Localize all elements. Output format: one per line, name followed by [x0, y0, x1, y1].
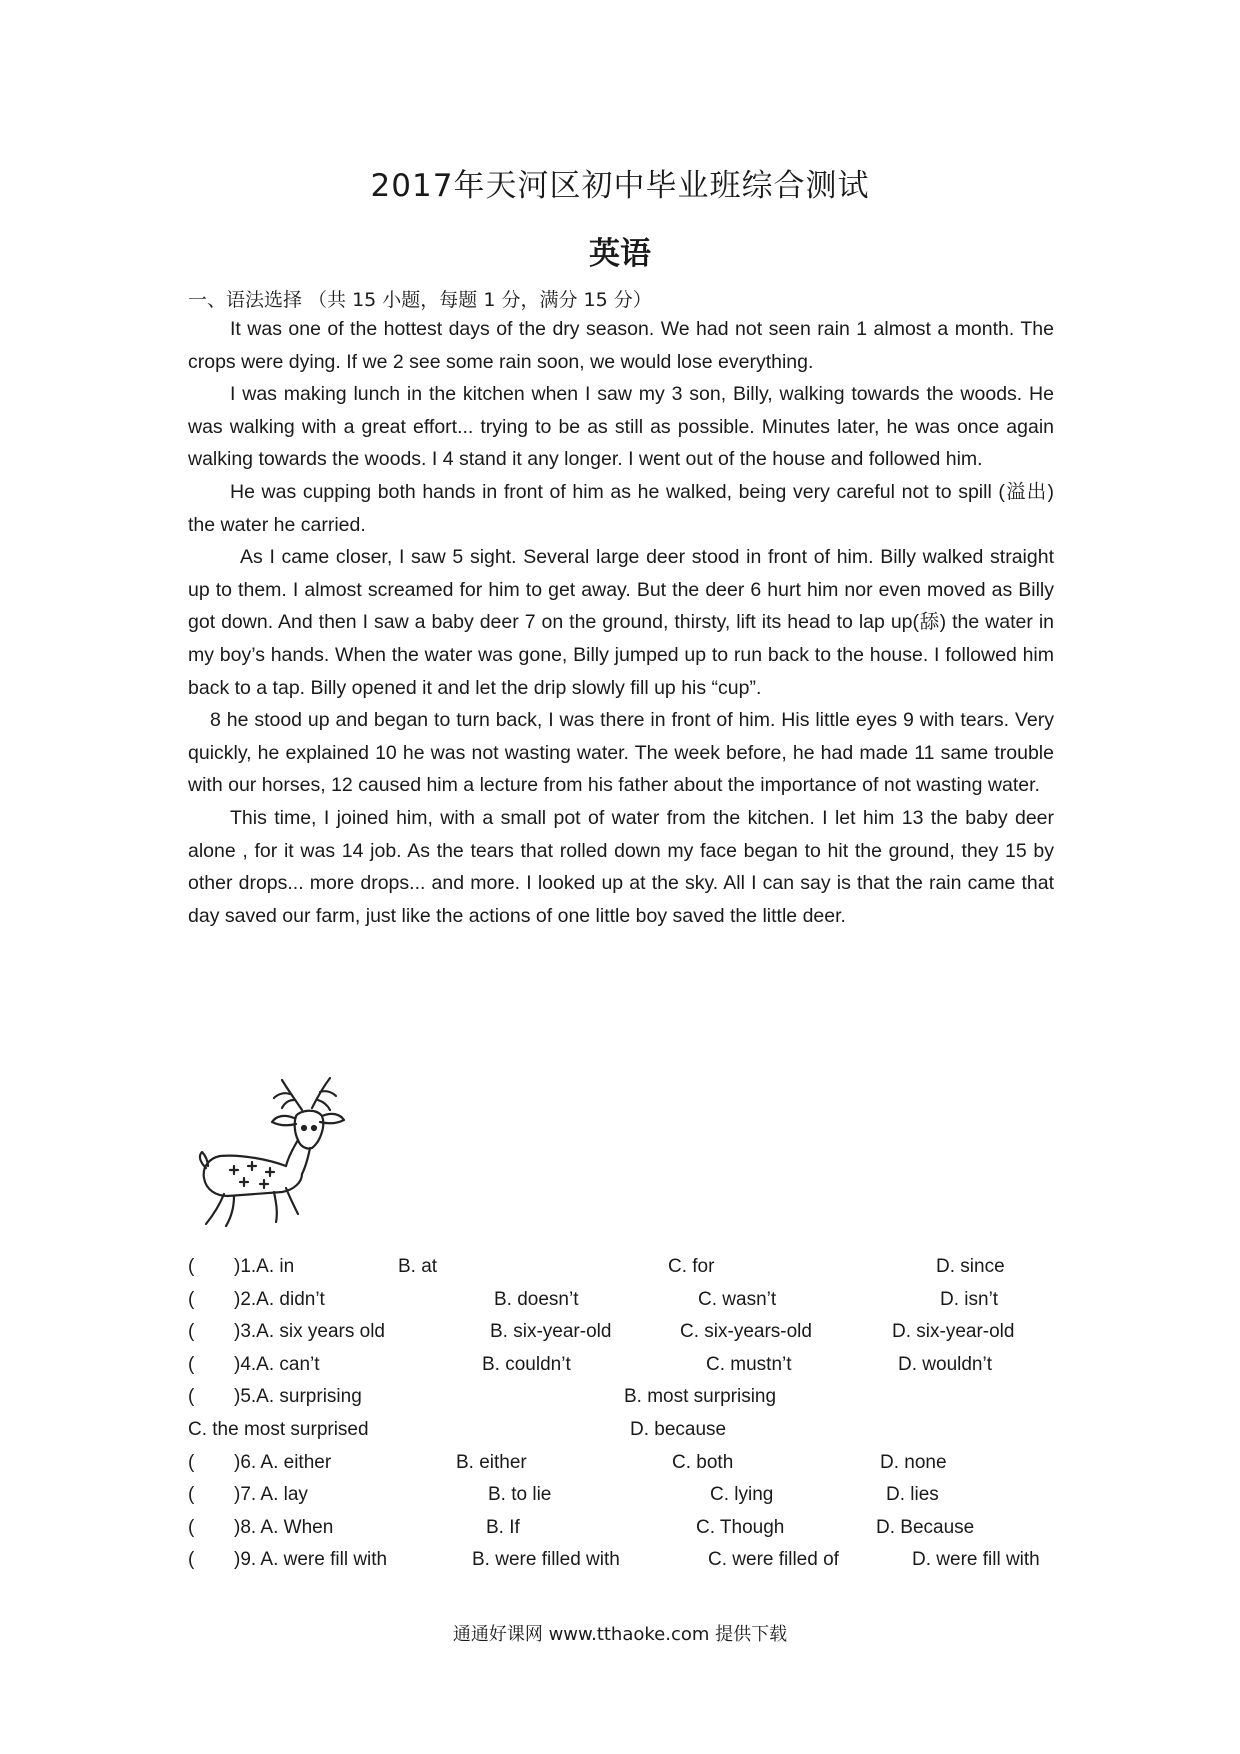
footer-watermark: 通通好课网 www.tthaoke.com 提供下载 [452, 1624, 788, 1645]
option-b: B. at [398, 1256, 438, 1277]
option-c: C. Though [696, 1516, 785, 1538]
question-list [188, 1256, 1088, 1582]
answer-paren: ( [188, 1386, 195, 1408]
option-c: C. both [672, 1451, 734, 1473]
option-a: )8. A. When [234, 1516, 334, 1538]
option-c: C. were filled of [708, 1549, 839, 1571]
passage-paragraph-5: 8 he stood up and began to turn back, I was there in front of him. His little eyes 9 with tears. Very quickly, he explained 10 he was not wasting water. The week before, he had made 11 same trouble with our horses, 12 caused him a lecture from his father about the importance of not wasting water. [188, 709, 1054, 797]
option-b: B. either [456, 1451, 527, 1473]
passage-paragraph-1: It was one of the hottest days of the dry season. We had not seen rain 1 almost a month. The crops were dying. If we 2 see some rain soon, we would lose everything. [188, 318, 1054, 373]
question-row [188, 1289, 1088, 1322]
option-a: )1.A. in [234, 1256, 295, 1277]
option-b: B. were filled with [472, 1549, 620, 1571]
answer-paren: ( [188, 1516, 195, 1538]
question-row [188, 1354, 1088, 1387]
question-row [188, 1321, 1088, 1354]
option-a: )5.A. surprising [234, 1386, 362, 1408]
option-a: )6. A. either [234, 1451, 332, 1473]
answer-paren: ( [188, 1256, 195, 1277]
option-d: D. none [880, 1451, 947, 1473]
passage-paragraph-6: This time, I joined him, with a small pot of water from the kitchen. I let him 13 the baby deer alone , for it was 14 job. As the tears that rolled down my face began to hit the ground, they 15 by other drops... more drops... and more. I looked up at the sky. All I can say is that the rain came that day saved our farm, just like the actions of one little boy saved the little deer. [188, 806, 1054, 927]
question-row [188, 1419, 1088, 1452]
answer-paren: ( [188, 1451, 195, 1473]
option-b: B. doesn’t [494, 1288, 579, 1310]
answer-paren: ( [188, 1549, 195, 1571]
option-c: C. for [668, 1256, 715, 1277]
option-c: C. wasn’t [698, 1288, 777, 1310]
option-d: D. six-year-old [892, 1321, 1015, 1343]
option-b: B. couldn’t [482, 1353, 571, 1375]
option-d: D. because [630, 1418, 727, 1440]
option-d: D. wouldn’t [898, 1353, 992, 1375]
option-d: D. lies [886, 1484, 939, 1506]
option-c: C. the most surprised [188, 1418, 369, 1440]
option-d: D. Because [876, 1516, 975, 1538]
passage-paragraph-2: I was making lunch in the kitchen when I saw my 3 son, Billy, walking towards the woods. He was walking with a great effort... trying to be as still as possible. Minutes later, he was once again walking towards the woods. I 4 stand it any longer. I went out of the house and followed him. [188, 383, 1054, 471]
answer-paren: ( [188, 1484, 195, 1506]
option-b: B. six-year-old [490, 1321, 612, 1343]
deer-illustration [190, 1070, 365, 1230]
question-row [188, 1256, 1088, 1289]
option-d: D. were fill with [912, 1549, 1040, 1571]
option-a: )4.A. can’t [234, 1353, 320, 1375]
question-row [188, 1484, 1088, 1517]
option-d: D. since [936, 1256, 1005, 1277]
cloze-passage [188, 313, 1054, 932]
option-a: )9. A. were fill with [234, 1549, 388, 1571]
subject-title: 英语 [589, 236, 651, 272]
option-d: D. isn’t [940, 1288, 999, 1310]
option-c: C. six-years-old [680, 1321, 812, 1343]
option-a: )7. A. lay [234, 1484, 308, 1506]
section-heading: 一、语法选择 （共 15 小题，每题 1 分，满分 15 分） [188, 289, 652, 311]
option-c: C. lying [710, 1484, 774, 1506]
exam-title: 2017年天河区初中毕业班综合测试 [370, 168, 870, 204]
option-a: )2.A. didn’t [234, 1288, 325, 1310]
option-a: )3.A. six years old [234, 1321, 385, 1343]
option-b: B. If [486, 1516, 520, 1538]
question-row [188, 1452, 1088, 1485]
answer-paren: ( [188, 1321, 195, 1343]
question-row [188, 1549, 1088, 1582]
answer-paren: ( [188, 1353, 195, 1375]
option-b: B. most surprising [624, 1386, 777, 1408]
passage-paragraph-3: He was cupping both hands in front of him as he walked, being very careful not to spill (溢出) the water he carried. [188, 480, 1054, 536]
option-b: B. to lie [488, 1484, 552, 1506]
answer-paren: ( [188, 1288, 195, 1310]
option-c: C. mustn’t [706, 1353, 792, 1375]
passage-paragraph-4: As I came closer, I saw 5 sight. Several large deer stood in front of him. Billy walked straight up to them. I almost screamed for him to get away. But the deer 6 hurt him nor even moved as Billy got down. And then I saw a baby deer 7 on the ground, thirsty, lift its head to lap up(舔) the water in my boy’s hands. When the water was gone, Billy jumped up to run back to the house. I followed him back to a tap. Billy opened it and let the drip slowly fill up his “cup”. [188, 546, 1054, 699]
question-row [188, 1517, 1088, 1550]
question-row [188, 1386, 1088, 1419]
